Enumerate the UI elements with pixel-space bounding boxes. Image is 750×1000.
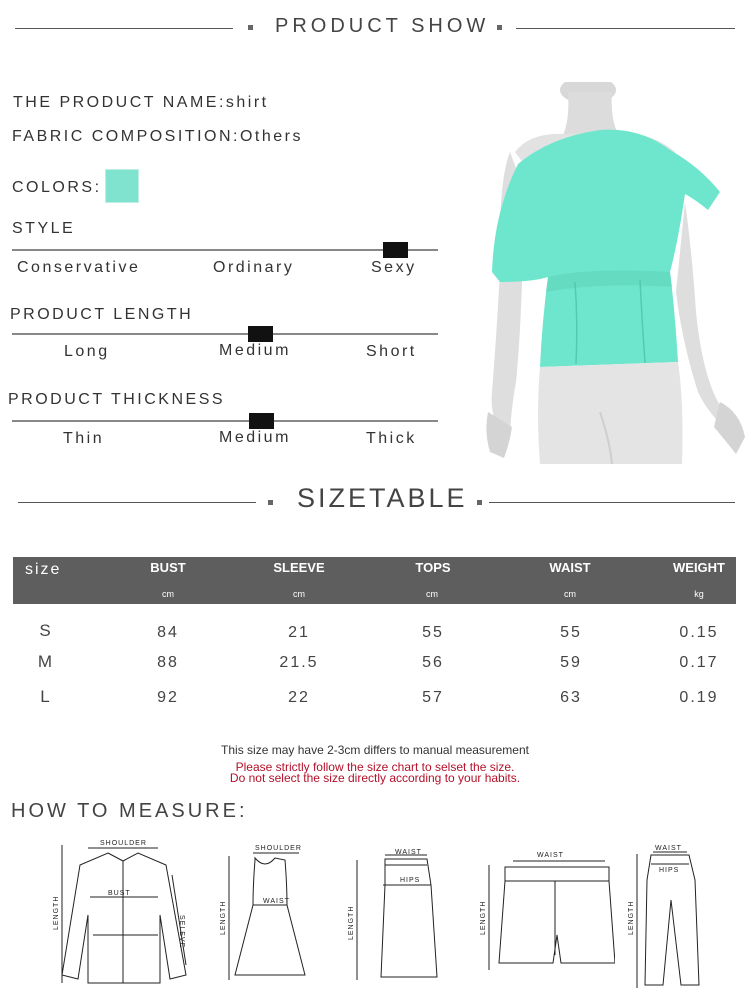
table-cell: 56 — [422, 654, 444, 671]
length-option-medium: Medium — [219, 342, 291, 359]
note-follow-chart: Please strictly follow the size chart to selset the size. — [235, 760, 515, 774]
size-table-header — [13, 557, 736, 604]
table-cell: 55 — [560, 624, 582, 641]
table-cell: 0.15 — [679, 624, 719, 641]
sizetable-rule-right — [489, 502, 735, 503]
column-sleeve-unit: cm — [293, 589, 305, 599]
product-name-label: THE PRODUCT NAME: — [13, 94, 226, 111]
label-waist: WAIST — [395, 849, 422, 856]
thickness-marker — [249, 413, 274, 429]
thickness-option-thin: Thin — [63, 430, 105, 447]
length-marker — [248, 326, 273, 342]
column-waist: WAIST — [549, 560, 591, 575]
note-habits: Do not select the size directly according to your habits. — [229, 771, 521, 785]
measure-figure-shorts — [475, 845, 615, 975]
measure-figure-trousers — [625, 840, 710, 990]
sizetable-dot-left — [268, 500, 273, 505]
thickness-label: PRODUCT THICKNESS — [8, 391, 226, 408]
label-hips: HIPS — [659, 867, 680, 874]
table-cell: 55 — [422, 624, 444, 641]
measure-figure-dress — [215, 840, 310, 985]
column-weight-unit: kg — [694, 589, 704, 599]
table-cell: 21.5 — [279, 654, 319, 671]
fabric-row — [12, 128, 303, 146]
column-bust: BUST — [150, 560, 186, 575]
table-cell: 92 — [157, 689, 179, 706]
label-sleeve: SELEVE — [178, 915, 185, 949]
label-waist: WAIST — [537, 852, 564, 859]
thickness-option-medium: Medium — [219, 429, 291, 446]
style-option-sexy: Sexy — [371, 259, 417, 276]
colors-label: COLORS: — [12, 179, 102, 196]
length-scale — [12, 333, 438, 335]
size-s: S — [39, 621, 51, 640]
size-column-header: size — [25, 561, 62, 578]
style-label: STYLE — [12, 220, 76, 237]
column-weight: WEIGHT — [673, 560, 725, 575]
thickness-option-thick: Thick — [366, 430, 417, 447]
column-tops: TOPS — [415, 560, 451, 575]
header-dot-left — [248, 25, 253, 30]
label-length: LENGTH — [53, 895, 60, 930]
thickness-scale — [12, 420, 438, 422]
size-l: L — [40, 687, 50, 706]
size-m: M — [37, 652, 53, 671]
measure-figure-jacket — [48, 835, 198, 990]
column-bust-unit: cm — [162, 589, 174, 599]
product-name-row — [13, 94, 269, 112]
label-length: LENGTH — [628, 900, 635, 935]
label-shoulder: SHOULDER — [255, 845, 302, 852]
label-waist: WAIST — [263, 898, 290, 905]
table-cell: 22 — [288, 689, 310, 706]
label-waist: WAIST — [655, 845, 682, 852]
label-hips: HIPS — [400, 877, 421, 884]
style-option-ordinary: Ordinary — [213, 259, 295, 276]
note-measurement: This size may have 2-3cm differs to manual measurement — [221, 743, 529, 757]
style-option-conservative: Conservative — [17, 259, 141, 276]
how-to-measure-title: HOW TO MEASURE: — [11, 800, 248, 822]
sizetable-dot-right — [477, 500, 482, 505]
fabric-label: FABRIC COMPOSITION: — [12, 128, 240, 145]
style-marker — [383, 242, 408, 258]
product-photo — [470, 82, 745, 464]
table-cell: 59 — [560, 654, 582, 671]
column-tops-unit: cm — [426, 589, 438, 599]
header-rule-left — [15, 28, 233, 29]
table-cell: 21 — [288, 624, 310, 641]
fabric-value: Others — [239, 128, 303, 145]
sizetable-title: SIZETABLE — [297, 483, 468, 513]
table-cell: 0.17 — [679, 654, 719, 671]
length-label: PRODUCT LENGTH — [10, 306, 194, 323]
label-shoulder: SHOULDER — [100, 840, 147, 847]
product-name-value: shirt — [225, 94, 269, 111]
table-cell: 0.19 — [679, 689, 719, 706]
table-cell: 84 — [157, 624, 179, 641]
label-bust: BUST — [108, 890, 131, 897]
table-cell: 63 — [560, 689, 582, 706]
column-waist-unit: cm — [564, 589, 576, 599]
table-cell: 57 — [422, 689, 444, 706]
measure-figure-skirt — [345, 845, 445, 985]
label-length: LENGTH — [480, 900, 487, 935]
sizetable-rule-left — [18, 502, 256, 503]
column-sleeve: SLEEVE — [273, 560, 325, 575]
label-length: LENGTH — [220, 900, 227, 935]
header-dot-right — [497, 25, 502, 30]
length-option-long: Long — [64, 343, 110, 360]
color-swatch[interactable] — [105, 169, 139, 203]
length-option-short: Short — [366, 343, 417, 360]
label-length: LENGTH — [348, 905, 355, 940]
header-rule-right — [516, 28, 735, 29]
product-show-title: PRODUCT SHOW — [275, 15, 490, 37]
style-scale — [12, 249, 438, 251]
table-cell: 88 — [157, 654, 179, 671]
